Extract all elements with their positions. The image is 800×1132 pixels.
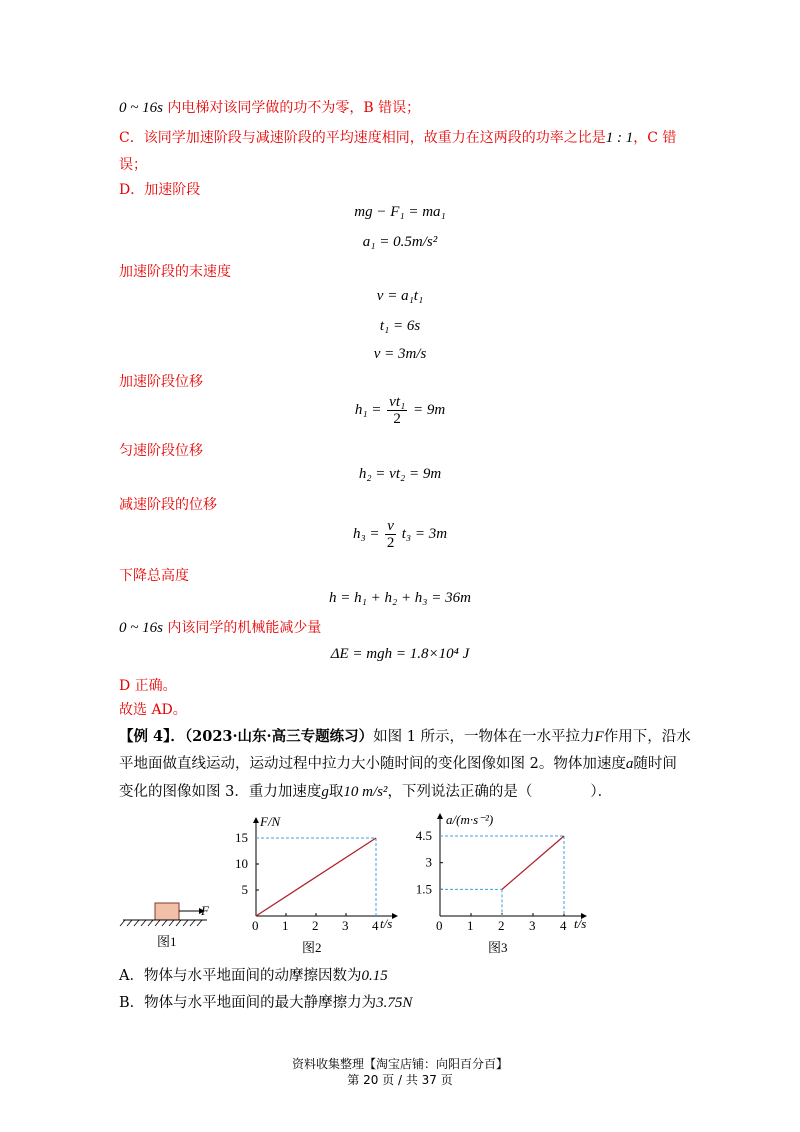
conclusion-d: D 正确。 [119, 678, 177, 694]
data-series-line [256, 838, 376, 916]
heading-uniform-displacement: 匀速阶段位移 [119, 443, 203, 459]
figure-1-caption: 图1 [157, 934, 177, 949]
x-tick-label: 4 [560, 918, 567, 933]
x-tick-label: 0 [436, 918, 443, 933]
example-line-1: 【例 4】．（2023·山东·高三专题练习）如图 1 所示，一物体在一水平拉力F作用下，沿水 [119, 728, 691, 745]
equation-t1: t₁ = 6s [379, 318, 421, 334]
equation-h-total: h = h₁ + h₂ + h₃ = 36m [329, 590, 471, 606]
option-a: A．物体与水平地面间的动摩擦因数为0.15 [119, 968, 388, 984]
page-number: 第 20 页 / 共 37 页 [347, 1073, 453, 1087]
equation-delta-e: ΔE = mgh = 1.8×10⁴ J [330, 646, 470, 662]
heading-accel-displacement: 加速阶段位移 [119, 374, 203, 390]
option-b: B．物体与水平地面间的最大静摩擦力为3.75N [119, 995, 413, 1011]
block [155, 903, 179, 920]
y-tick-label: 15 [235, 830, 248, 845]
x-tick-label: 0 [252, 918, 259, 933]
figure-2-caption: 图2 [302, 940, 322, 955]
y-tick-label: 4.5 [415, 828, 432, 843]
force-label: F [201, 903, 209, 918]
figure-2-chart [222, 812, 407, 957]
equation-h1: h₁ = $\frac{\text{vt₁}}{2}$ = 9m [354, 394, 446, 427]
heading-energy-loss: 0 ~ 16s 内该同学的机械能减少量 [119, 620, 322, 636]
y-axis-label: F/N [260, 814, 281, 829]
figure-1 [115, 890, 215, 950]
x-tick-label: 3 [529, 918, 536, 933]
heading-final-velocity: 加速阶段的末速度 [119, 264, 231, 280]
y-axis-label: a/(m·s⁻²) [446, 812, 494, 827]
figure-3-chart [408, 812, 603, 957]
x-tick-label: 2 [498, 918, 505, 933]
example-label: 【例 4】．（2023·山东·高三专题练习） [119, 728, 374, 745]
solution-line-d: D．加速阶段 [119, 182, 201, 198]
equation-h2: h₂ = vt₂ = 9m [358, 466, 442, 482]
solution-line-c-cont: 误； [119, 157, 147, 173]
fraction-h3: $\frac{v}{2}$ [386, 518, 395, 551]
footer-source: 资料收集整理【淘宝店铺：向阳百分百】 [291, 1057, 508, 1071]
x-tick-label: 1 [467, 918, 474, 933]
equation-v: v = a₁t₁ [376, 288, 424, 304]
x-axis-label: t/s [380, 916, 393, 931]
figure-3-caption: 图3 [488, 940, 508, 955]
solution-line-c: C．该同学加速阶段与减速阶段的平均速度相同，故重力在这两段的功率之比是1 : 1，C 错 [119, 130, 677, 146]
example-line-3: 变化的图像如图 3．重力加速度g取10 m/s²，下列说法正确的是（ ）． [119, 784, 613, 800]
heading-total-height: 下降总高度 [119, 568, 189, 584]
x-tick-label: 1 [282, 918, 289, 933]
y-tick-label: 1.5 [415, 881, 432, 897]
equation-newton: mg − F₁ = ma₁ [354, 204, 446, 220]
heading-decel-displacement: 减速阶段的位移 [119, 497, 217, 513]
x-tick-label: 3 [342, 918, 349, 933]
data-series-line [502, 836, 564, 889]
x-axis-label: t/s [574, 916, 587, 931]
y-tick-label: 3 [425, 854, 432, 870]
equation-h3: h₃ = $\frac{v}{2}$ t₃ = 3m [352, 518, 448, 551]
y-tick-label: 10 [235, 856, 248, 871]
equation-v-value: v = 3m/s [373, 346, 427, 362]
fraction-h1: $\frac{\text{vt₁}}{2}$ [389, 394, 406, 427]
solution-line-b: 0 ~ 16s 内电梯对该同学做的功不为零，B 错误； [119, 100, 421, 116]
equation-a1: a₁ = 0.5m/s² [362, 234, 438, 250]
x-tick-label: 2 [312, 918, 319, 933]
example-line-2: 平地面做直线运动，运动过程中拉力大小随时间的变化图像如图 2。物体加速度a随时间 [119, 756, 677, 772]
y-tick-label: 5 [241, 882, 248, 897]
answer-line: 故选 AD。 [119, 702, 187, 718]
x-tick-label: 4 [372, 918, 379, 933]
ground-hatch [120, 920, 202, 926]
